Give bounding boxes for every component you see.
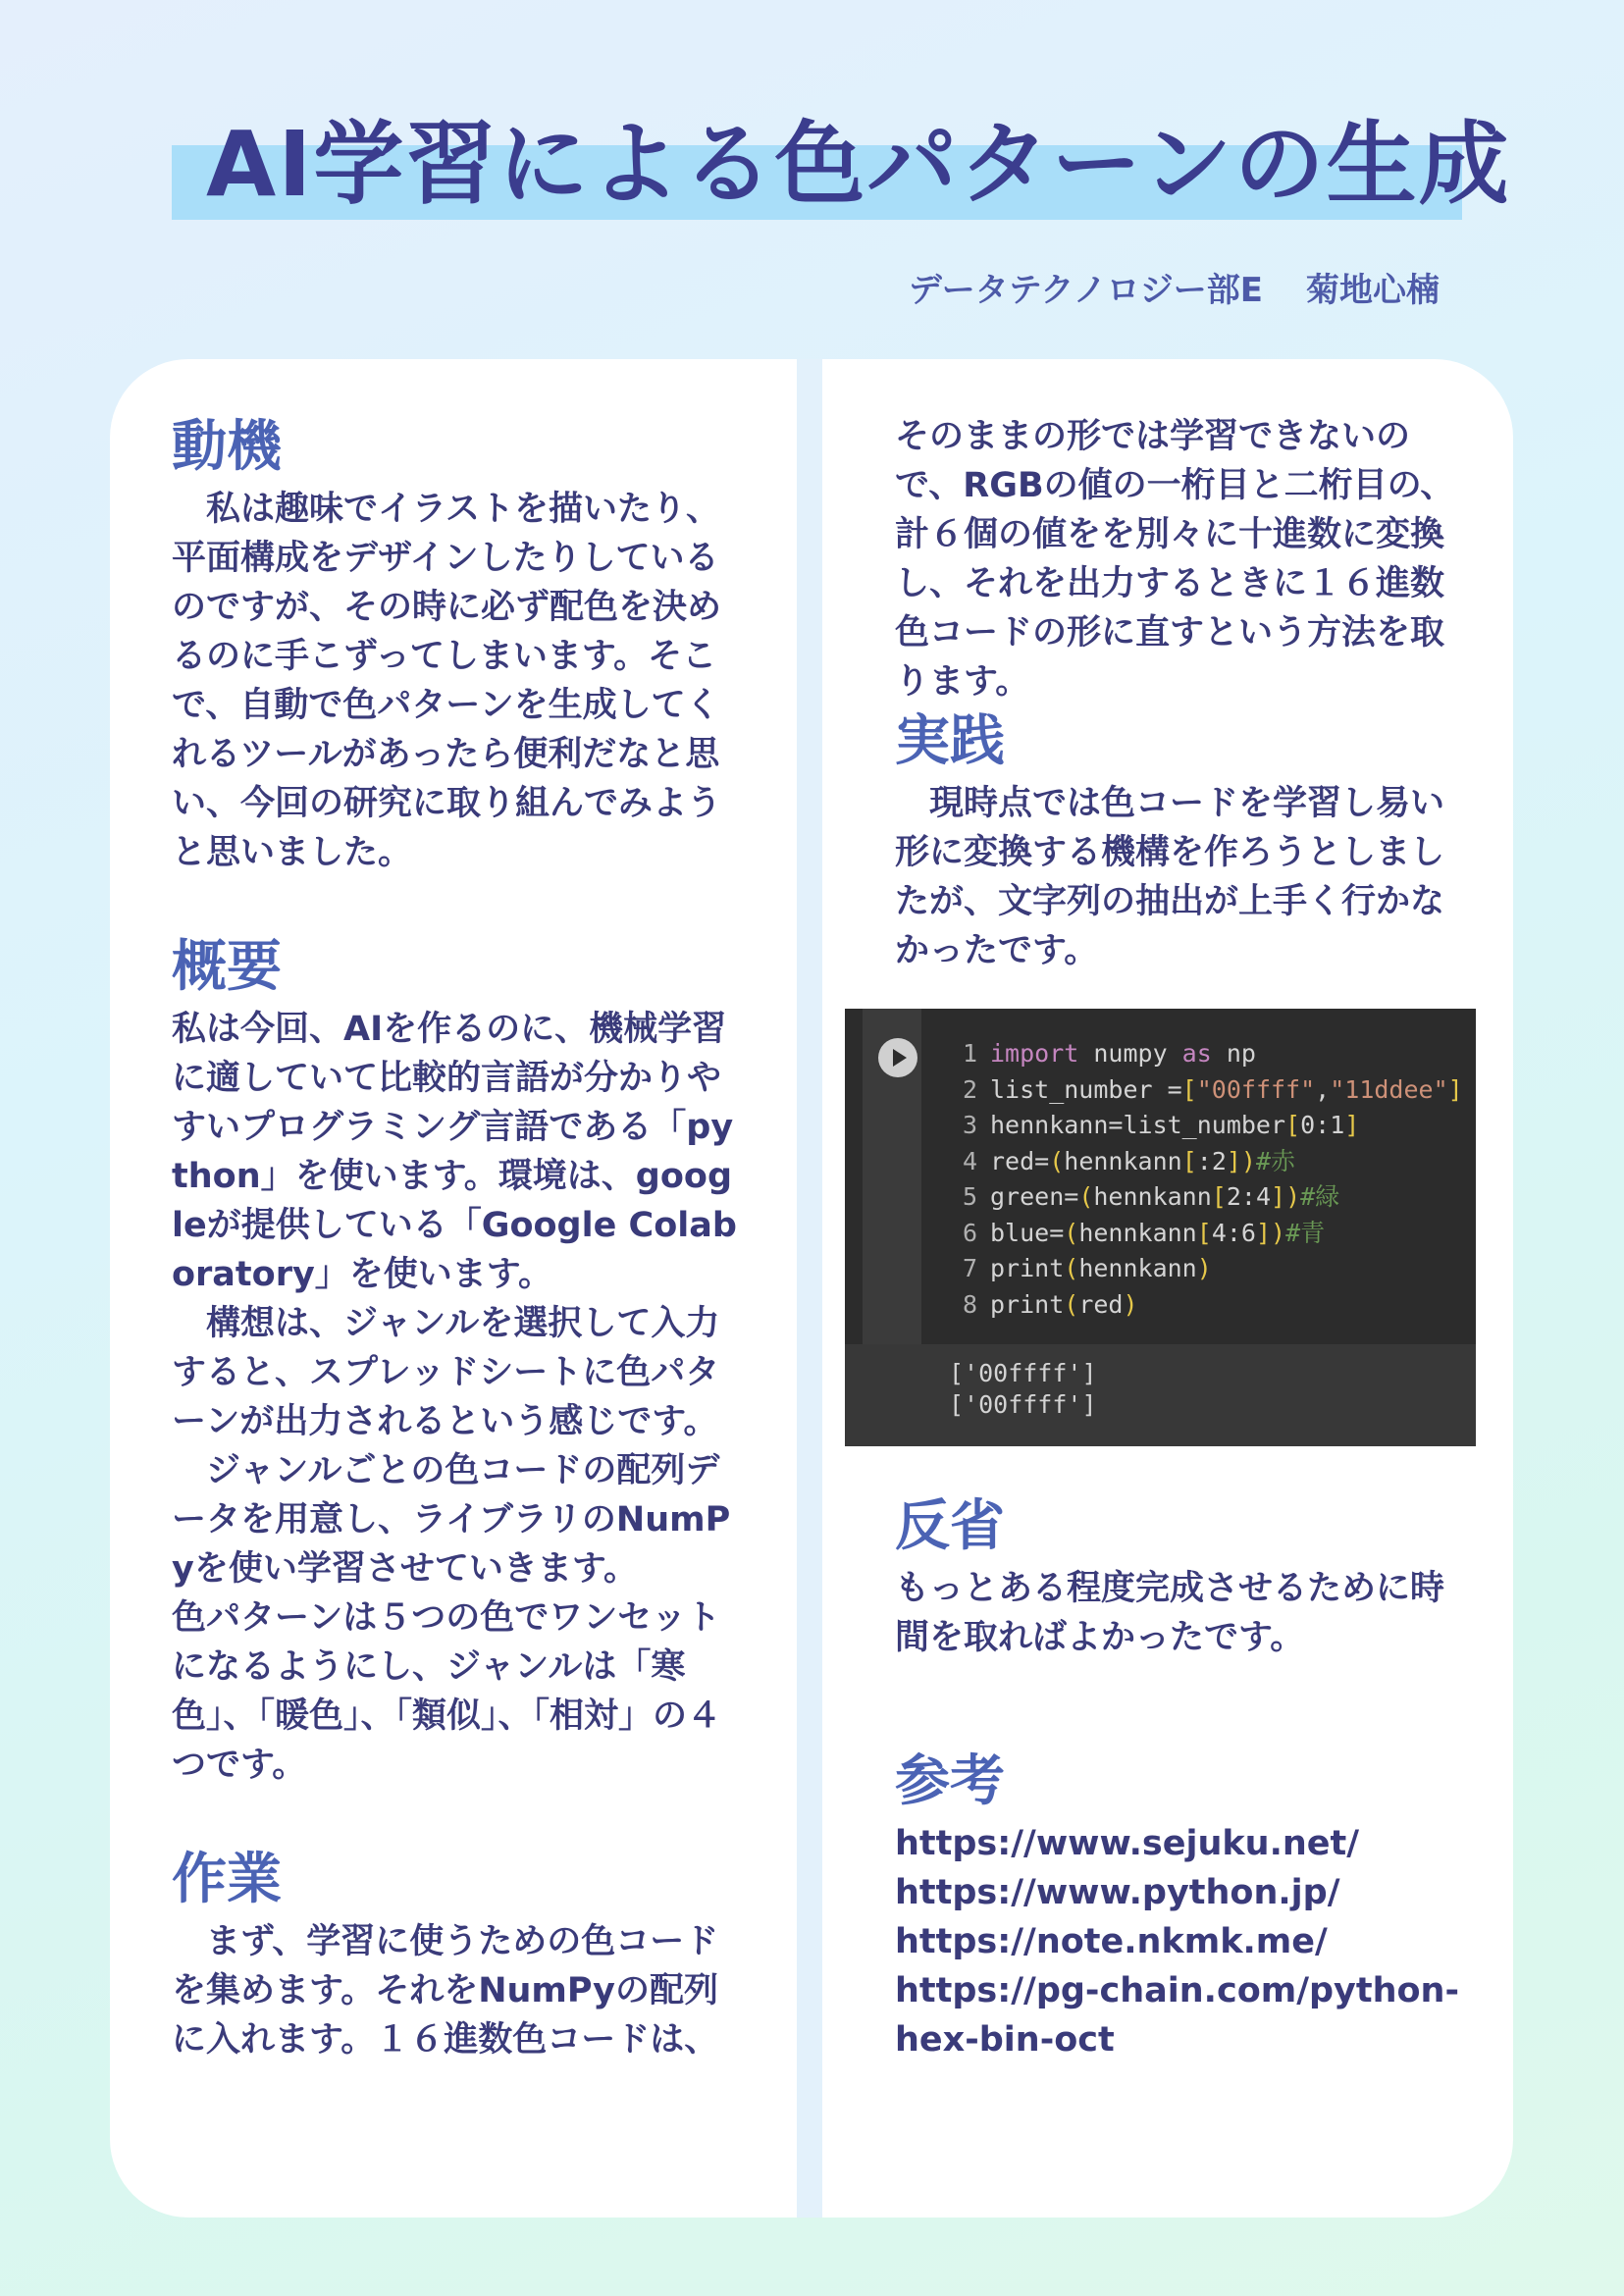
code-token: (: [1064, 1289, 1079, 1319]
page-title: AI学習による色パターンの生成: [206, 112, 1511, 217]
work-body: まず、学習に使うための色コードを集めます。それをNumPyの配列に入れます。１６進数色コードは、: [172, 1922, 719, 2060]
code-output: [949, 1358, 1097, 1421]
line-number: 1: [963, 1039, 978, 1068]
output-line: ['00ffff']: [949, 1359, 1097, 1387]
code-line: [963, 1108, 1463, 1144]
code-token: green=: [990, 1182, 1079, 1211]
code-token: (: [1078, 1182, 1094, 1211]
work-heading: 作業: [172, 1848, 282, 1911]
code-token: 0:1: [1300, 1111, 1345, 1139]
line-number: 5: [963, 1182, 978, 1211]
overview-paragraph-1: 私は今回、AIを作るのに、機械学習に適していて比較的言語が分かりやすいプログラミング言語である「python」を使います。環境は、googleが提供している「Google Colaboratory」を使います。: [172, 1010, 737, 1294]
line-number: 6: [963, 1218, 978, 1247]
code-token: blue=: [990, 1218, 1065, 1247]
reference-links: [895, 1819, 1474, 2064]
code-token: hennkann: [1078, 1218, 1197, 1247]
author-department: データテクノロジー部E: [908, 271, 1263, 310]
code-token: ,: [1315, 1074, 1331, 1104]
code-token: ]): [1271, 1182, 1301, 1211]
overview-paragraph-4: 色パターンは５つの色でワンセットになるようにし、ジャンルは「寒色」、「暖色」、「類似」、「相対」の４つです。: [172, 1598, 722, 1785]
work-body-continued: そのままの形では学習できないので、RGBの値の一桁目と二桁目の、計６個の値をを別々に十進数に変換し、それを出力するときに１６進数色コードの形に直すという方法を取ります。: [895, 417, 1455, 702]
reflection-body: もっとある程度完成させるために時間を取ればよかったです。: [895, 1569, 1445, 1657]
code-token: print: [990, 1254, 1065, 1282]
code-token: np: [1211, 1039, 1256, 1068]
code-token: hennkann: [1064, 1146, 1182, 1175]
code-token: numpy: [1078, 1039, 1182, 1068]
code-line: [963, 1072, 1463, 1109]
code-line: [963, 1179, 1463, 1216]
motive-body: 私は趣味でイラストを描いたり、平面構成をデザインしたりしているのですが、その時に必ず配色を決めるのに手こずってしまいます。そこで、自動で色パターンを生成してくれるツールがあったら便利だなと思い、今回の研究に取り組んでみようと思いました。: [172, 490, 722, 872]
code-token: as: [1181, 1039, 1212, 1068]
reference-link[interactable]: https://www.python.jp/: [895, 1873, 1340, 1912]
code-line: [963, 1216, 1463, 1252]
practice-heading: 実践: [895, 709, 1005, 773]
line-number: 8: [963, 1289, 978, 1319]
code-token: ]: [1344, 1111, 1360, 1139]
code-token: (: [1064, 1218, 1079, 1247]
code-token: ]: [1447, 1074, 1463, 1104]
code-token: (: [1049, 1146, 1065, 1175]
reference-link[interactable]: https://pg-chain.com/python-hex-bin-oct: [895, 1971, 1460, 2060]
reference-link[interactable]: https://note.nkmk.me/: [895, 1922, 1328, 1961]
left-column: [172, 412, 741, 2064]
code-token: hennkann: [1093, 1182, 1212, 1211]
code-token: (: [1064, 1254, 1079, 1282]
overview-paragraph-3: ジャンルごとの色コードの配列データを用意し、ライブラリのNumPyを使い学習させていきます。: [172, 1451, 731, 1589]
code-token: print: [990, 1289, 1065, 1319]
overview-paragraph-2: 構想は、ジャンルを選択して入力すると、スプレッドシートに色パターンが出力されるという感じです。: [172, 1304, 720, 1441]
code-token: "00ffff": [1196, 1074, 1316, 1104]
code-token: [: [1181, 1146, 1197, 1175]
references-heading: 参考: [895, 1749, 1005, 1813]
code-token: red: [1078, 1289, 1124, 1319]
reflection-heading: 反省: [895, 1494, 1005, 1558]
code-token: ]): [1226, 1146, 1256, 1175]
right-column: [895, 412, 1474, 975]
code-token: #緑: [1300, 1182, 1340, 1211]
code-token: red=: [990, 1146, 1050, 1175]
code-token: [: [1211, 1182, 1227, 1211]
line-number: 2: [963, 1074, 978, 1104]
code-token: hennkann: [1078, 1254, 1197, 1282]
code-token: #赤: [1255, 1146, 1296, 1175]
line-number: 7: [963, 1254, 978, 1282]
code-token: 2:4: [1226, 1182, 1272, 1211]
code-lines: [963, 1036, 1463, 1323]
code-token: ]): [1255, 1218, 1286, 1247]
code-token: [: [1181, 1074, 1197, 1104]
column-divider: [797, 359, 822, 2218]
code-token: ): [1196, 1254, 1212, 1282]
code-token: import: [990, 1039, 1079, 1068]
code-token: 4:6: [1211, 1218, 1256, 1247]
right-column-lower: [895, 1491, 1474, 2064]
code-cell-screenshot: [845, 1009, 1476, 1446]
code-token: list_number =: [990, 1074, 1182, 1104]
code-line: [963, 1287, 1463, 1324]
code-token: :2: [1196, 1146, 1227, 1175]
practice-body: 現時点では色コードを学習し易い形に変換する機構を作ろうとしましたが、文字列の抽出が上手く行かなかったです。: [895, 784, 1445, 970]
output-line: ['00ffff']: [949, 1390, 1097, 1419]
author-name: 菊地心楠: [1306, 271, 1440, 310]
code-token: "11ddee": [1330, 1074, 1448, 1104]
motive-heading: 動機: [172, 415, 282, 479]
author-line: [909, 263, 1440, 311]
code-line: [963, 1251, 1463, 1287]
code-line: [963, 1144, 1463, 1180]
run-cell-icon: [878, 1038, 917, 1077]
line-number: 4: [963, 1146, 978, 1175]
reference-link[interactable]: https://www.sejuku.net/: [895, 1824, 1360, 1863]
line-number: 3: [963, 1111, 978, 1139]
overview-heading: 概要: [172, 935, 282, 999]
code-token: ): [1123, 1289, 1138, 1319]
code-token: [: [1285, 1111, 1301, 1139]
code-token: [: [1196, 1218, 1212, 1247]
code-token: #青: [1285, 1218, 1326, 1247]
code-line: [963, 1036, 1463, 1072]
code-token: hennkann=list_number: [990, 1111, 1286, 1139]
